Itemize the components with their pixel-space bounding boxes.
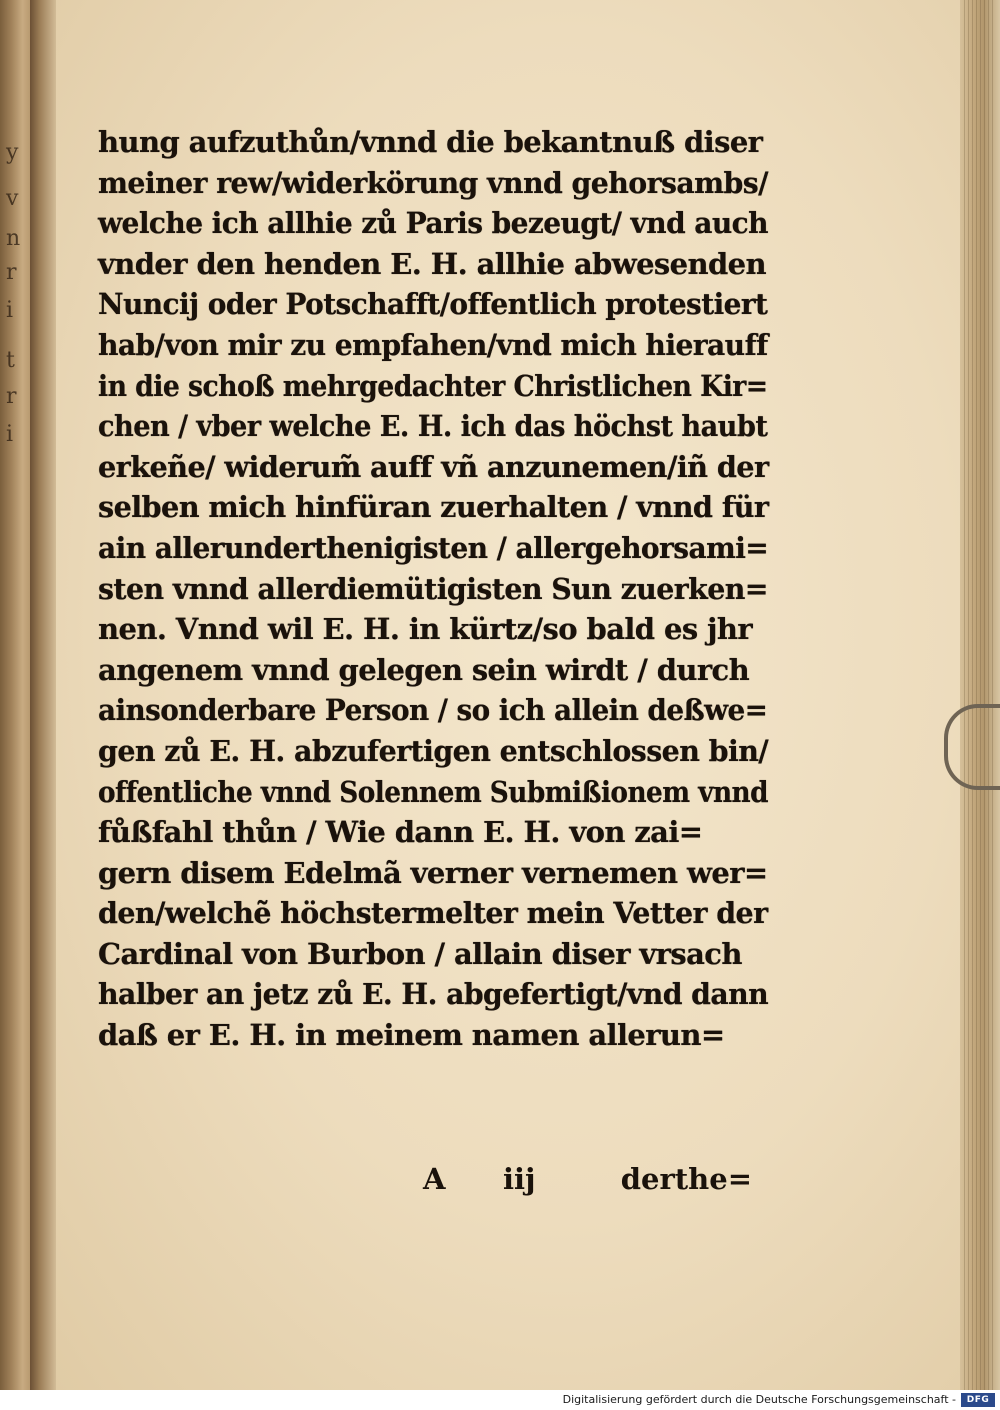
page-stack-lines (964, 0, 994, 1390)
page-text (98, 122, 769, 1196)
text-line: daß er E. H. in meinem namen allerun= (98, 1018, 725, 1053)
left-page-fragment: n (6, 226, 21, 251)
text-line: ain allerunderthenigisten / allergehorsami= (98, 530, 769, 565)
text-line: gern disem Edelmã verner vernemen wer= (98, 855, 768, 890)
text-line: hung aufzuthůn/vnnd die bekantnuß diser (98, 125, 763, 159)
signature-mark: A (423, 1162, 446, 1196)
text-line: nen. Vnnd wil E. H. in kürtz/so bald es jhr (98, 612, 753, 647)
text-line: Cardinal von Burbon / allain diser vrsach (98, 936, 742, 971)
binding-gutter (30, 0, 58, 1390)
text-line: erkeñe/ widerum̃ auff vñ anzunemen/iñ der (98, 449, 769, 484)
page-clip (944, 704, 1000, 790)
text-line: fůßfahl thůn / Wie dann E. H. von zai= (98, 815, 703, 850)
funding-notice: Digitalisierung gefördert durch die Deutsche Forschungsgemeinschaft - (562, 1393, 956, 1406)
text-line: meiner rew/widerkörung vnnd gehorsambs/ (98, 165, 768, 200)
folio-number: iij (503, 1162, 536, 1196)
text-line: welche ich allhie zů Paris bezeugt/ vnd auch (98, 206, 768, 241)
text-line: halber an jetz zů E. H. abgefertigt/vnd dann (98, 977, 769, 1012)
dfg-logo: DFG (961, 1393, 995, 1407)
catchword: derthe= (620, 1162, 752, 1196)
left-page-fragment: i (6, 298, 14, 323)
text-line: gen zů E. H. abzufertigen entschlossen bin/ (98, 733, 769, 768)
text-line: Nuncij oder Potschafft/offentlich protestiert (98, 287, 768, 322)
text-line: in die schoß mehrgedachter Christlichen Kir= (98, 368, 768, 403)
text-line: den/welchẽ höchstermelter mein Vetter der (98, 896, 768, 931)
text-line: selben mich hinfüran zuerhalten / vnnd für (98, 490, 769, 525)
text-line: ainsonderbare Person / so ich allein deßwe= (98, 693, 768, 728)
left-page-fragment: r (6, 260, 17, 285)
text-line: sten vnnd allerdiemütigisten Sun zuerken= (98, 571, 769, 606)
text-line: hab/von mir zu empfahen/vnd mich hierauff (98, 327, 768, 362)
text-line: vnder den henden E. H. allhie abwesenden (98, 246, 766, 281)
text-line: angenem vnnd gelegen sein wirdt / durch (98, 652, 750, 687)
funding-footer (0, 1390, 1000, 1410)
page-footer-line (98, 1162, 768, 1210)
text-line: offentliche vnnd Solennem Submißionem vnnd (98, 774, 769, 809)
left-page-fragment: t (6, 348, 15, 373)
left-page-fragment: r (6, 384, 17, 409)
left-page-fragment: i (6, 422, 14, 447)
left-page-fragment: v (6, 186, 19, 211)
left-page-fragment: y (6, 140, 19, 165)
left-page-edge (0, 0, 30, 1390)
text-line: chen / vber welche E. H. ich das höchst haubt (98, 409, 768, 444)
